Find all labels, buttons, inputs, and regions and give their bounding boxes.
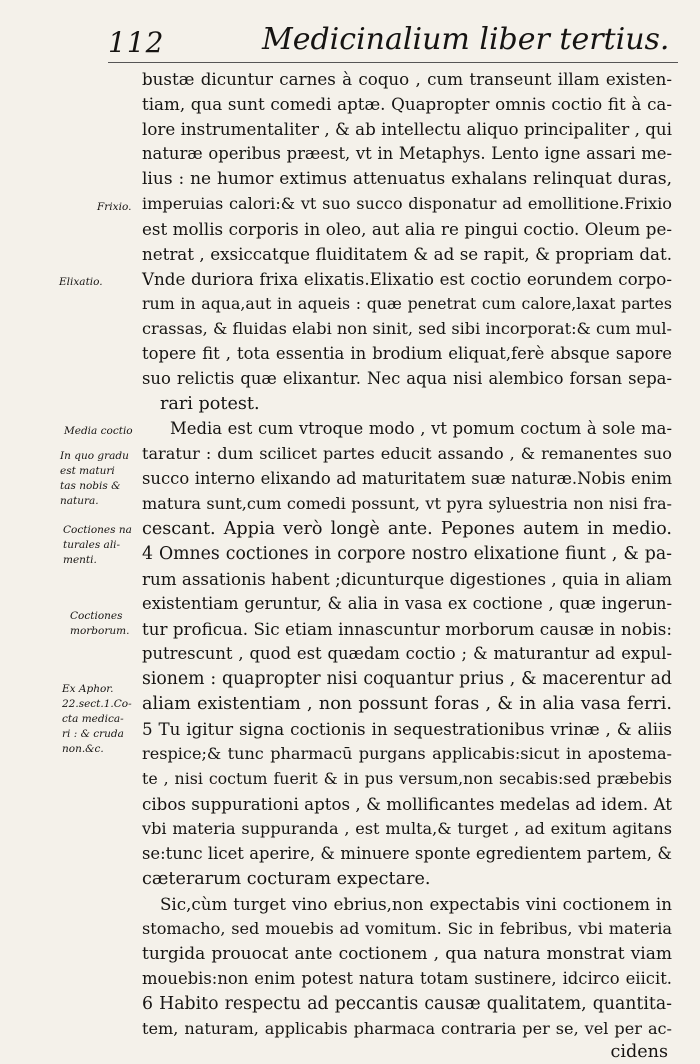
margin-note	[64, 424, 133, 439]
text-line: rum assationis habent ;dicunturque digestiones , quia in aliam	[142, 569, 672, 589]
text-line: lore instrumentaliter , & ab intellectu aliquo principaliter , qui	[142, 119, 672, 139]
text-line: cibos suppurationi aptos , & mollificantes medelas ad idem. At	[142, 794, 672, 814]
margin-note	[97, 200, 131, 215]
text-line: topere fit , tota essentia in brodium eliquat,ferè absque sapore	[142, 344, 672, 363]
text-line: cæterarum cocturam expectare.	[142, 869, 431, 889]
margin-note-line: non.&c.	[62, 743, 104, 755]
margin-note	[60, 449, 129, 509]
margin-note-line: tas nobis &	[60, 480, 121, 492]
text-line: vbi materia suppuranda , est multa,& turget , ad exitum agitans	[142, 819, 672, 838]
text-line: succo interno elixando ad maturitatem suæ naturæ.Nobis enim	[142, 469, 672, 488]
text-line: bustæ dicuntur carnes à coquo , cum transeunt illam existen-	[142, 69, 672, 89]
text-line: matura sunt,cum comedi possunt, vt pyra syluestria non nisi fra-	[142, 494, 672, 513]
margin-note-line: est maturi	[60, 465, 115, 477]
text-line: tem, naturam, applicabis pharmaca contraria per se, vel per ac-	[142, 1019, 672, 1038]
margin-note-line: Coctiones	[70, 610, 123, 622]
margin-note-line: Coctiones na	[63, 524, 132, 536]
text-line: Sic,cùm turget vino ebrius,non expectabis vini coctionem in	[160, 894, 672, 914]
text-line: 4 Omnes coctiones in corpore nostro elixatione fiunt , & pa-	[142, 544, 672, 564]
text-line: rari potest.	[160, 394, 260, 414]
margin-note-line: ri : & cruda	[62, 728, 124, 740]
text-line: 6 Habito respectu ad peccantis causæ qualitatem, quantita-	[142, 994, 672, 1014]
text-line: crassas, & fluidas elabi non sinit, sed sibi incorporat:& cum mul-	[142, 319, 672, 338]
text-line: turgida prouocat ante coctionem , qua natura monstrat viam	[142, 944, 672, 964]
text-line: 5 Tu igitur signa coctionis in sequestrationibus vrinæ , & aliis	[142, 719, 672, 739]
text-line: taratur : dum scilicet partes educit assando , & remanentes suo	[142, 444, 672, 463]
margin-note-line: Ex Aphor.	[62, 683, 114, 695]
margin-note-line: Frixio.	[97, 201, 132, 213]
margin-note-line: In quo gradu	[60, 450, 129, 462]
text-line: Vnde duriora frixa elixatis.Elixatio est coctio eorundem corpo-	[142, 269, 672, 289]
header-rule	[108, 62, 678, 63]
text-line: lius : ne humor extimus attenuatus exhalans relinquat duras,	[142, 169, 672, 189]
text-line: naturæ operibus præest, vt in Metaphys. Lento igne assari me-	[142, 144, 672, 163]
margin-note-line: turales ali-	[63, 539, 121, 551]
text-line: imperuias calori:& vt suo succo disponatur ad emollitione.Frixio	[142, 194, 672, 213]
margin-note-line: natura.	[60, 495, 99, 507]
margin-note	[59, 275, 103, 290]
text-line: tur proficua. Sic etiam innascuntur morborum causæ in nobis:	[142, 619, 672, 639]
margin-note-line: 22.sect.1.Co-	[62, 698, 132, 710]
margin-note-line: cta medica-	[62, 713, 124, 725]
text-line: aliam existentiam , non possunt foras , & in alia vasa ferri.	[142, 694, 672, 714]
text-line: Media est cum vtroque modo , vt pomum coctum à sole ma-	[170, 419, 672, 438]
margin-note-line: Elixatio.	[59, 276, 103, 288]
catchword: cidens	[610, 1042, 668, 1062]
text-line: tiam, qua sunt comedi aptæ. Quapropter omnis coctio fit à ca-	[142, 94, 672, 114]
text-line: sionem : quapropter nisi coquantur prius , & macerentur ad	[142, 669, 672, 689]
margin-note	[62, 682, 132, 757]
text-line: existentiam geruntur, & alia in vasa ex coctione , quæ ingerun-	[142, 594, 672, 613]
text-line: rum in aqua,aut in aqueis : quæ penetrat cum calore,laxat partes	[142, 294, 672, 313]
margin-note-line: Media coctio	[64, 425, 133, 437]
text-line: putrescunt , quod est quædam coctio ; & maturantur ad expul-	[142, 644, 672, 663]
text-line: mouebis:non enim potest natura totam sustinere, idcirco eiicit.	[142, 969, 672, 988]
text-line: suo relictis quæ elixantur. Nec aqua nisi alembico forsan sepa-	[142, 369, 672, 388]
running-title: Medicinalium liber tertius.	[262, 22, 670, 57]
text-line: stomacho, sed mouebis ad vomitum. Sic in febribus, vbi materia	[142, 919, 672, 938]
text-line: est mollis corporis in oleo, aut alia re pingui coctio. Oleum pe-	[142, 219, 672, 239]
text-line: se:tunc licet aperire, & minuere sponte egredientem partem, &	[142, 844, 672, 863]
text-line: netrat , exsiccatque fluiditatem & ad se rapit, & propriam dat.	[142, 244, 672, 264]
margin-note-line: menti.	[63, 554, 97, 566]
margin-note	[70, 609, 129, 639]
text-line: respice;& tunc pharmacū purgans applicabis:sicut in apostema-	[142, 744, 672, 763]
margin-note	[63, 523, 132, 568]
margin-note-line: morborum.	[70, 625, 130, 637]
page-number: 112	[108, 26, 165, 59]
text-line: cescant. Appia verò longè ante. Pepones autem in medio.	[142, 519, 672, 539]
text-line: te , nisi coctum fuerit & in pus versum,non secabis:sed præbebis	[142, 769, 672, 788]
